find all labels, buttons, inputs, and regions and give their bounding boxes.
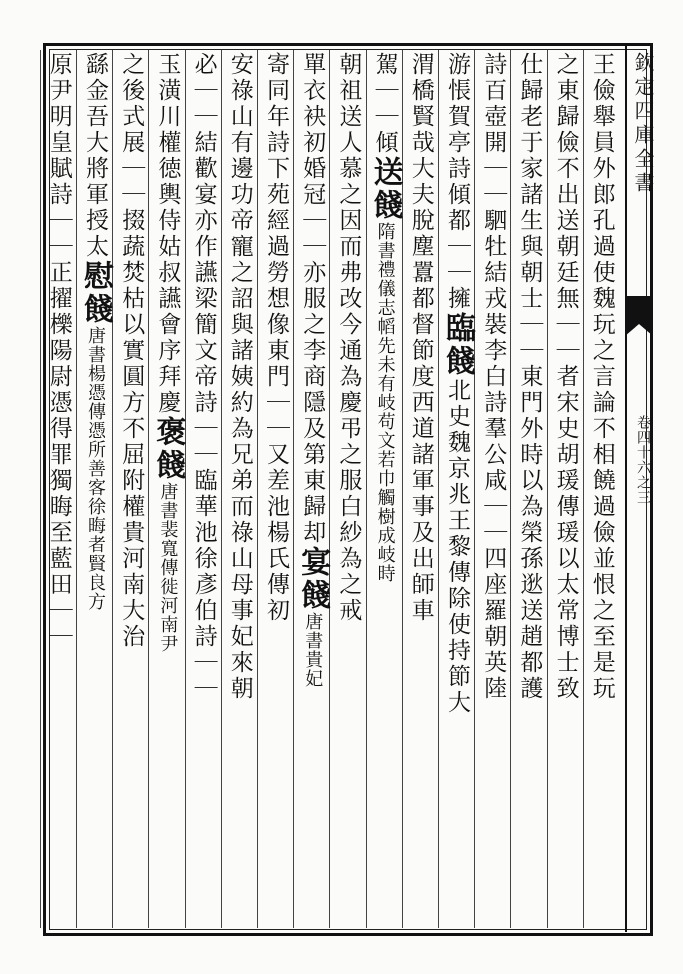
entry-heading: 宴餞: [295, 546, 331, 612]
column-text: 駕｜｜傾: [371, 52, 398, 156]
column-text: 原尹明皇賦詩｜｜: [45, 52, 72, 260]
column-text: 人慕之因而弗改今通為慶弔之服白紗為之戒: [335, 130, 362, 624]
text-column: [294, 52, 330, 688]
column-text: 詩百壺開｜｜駟牡結戎裝李白詩羣公咸｜｜四座羅朝英陸: [480, 52, 507, 702]
text-column: [584, 52, 620, 702]
column-text: 繇金吾大將軍授太: [82, 52, 108, 260]
entry-heading: 送餞: [367, 156, 403, 222]
text-column: [475, 52, 511, 702]
column-text: 都督節度西道諸軍事及出師車: [407, 286, 434, 624]
text-column: [367, 52, 403, 583]
text-column: [548, 52, 584, 702]
text-column: [77, 52, 113, 611]
text-column: [511, 52, 547, 702]
entry-heading: 臨餞: [440, 312, 475, 378]
text-column: [186, 52, 222, 702]
volume-label: 卷四十六之三: [635, 415, 651, 505]
book-title: 欽定四庫全書: [631, 52, 655, 196]
text-column: [258, 52, 294, 624]
text-column: [222, 52, 258, 702]
column-text: 正擢櫟陽尉憑得罪獨晦至藍田｜｜: [45, 260, 72, 650]
column-text: 王儉舉員外郎孔過使魏玩之言論不相饒過儉並恨之至是玩: [588, 52, 615, 702]
column-text: 唐書裴寬傳徙河南尹: [157, 482, 179, 653]
column-text: 必｜｜結歡宴亦作讌梁簡文帝詩｜｜臨華池徐彥伯詩｜｜: [190, 52, 217, 702]
text-column: [149, 52, 185, 653]
entry-heading: 慰餞: [78, 260, 113, 326]
column-text: 楊氏傳初: [263, 520, 289, 624]
column-text: 唐書貴妃: [302, 612, 324, 688]
text-column: [439, 52, 475, 716]
column-text: 不屈附權貴河南大治: [118, 416, 145, 650]
column-text: 安祿山有邊功帝寵之詔與諸姨約為兄弟而祿山母事妃來朝: [226, 52, 253, 702]
column-text: 唐書楊憑傳憑所善客徐晦者賢良方: [85, 326, 106, 611]
column-text: 朝祖送: [335, 52, 362, 130]
column-text: 仕歸老于家諸生與朝士｜｜東門外時以為榮孫逖送趙都護: [516, 52, 543, 702]
column-text: 游悵賀亭詩傾都｜｜擁: [444, 52, 470, 312]
column-text: 北史魏京兆王黎傳除使持節大: [444, 378, 470, 716]
entry-heading: 褒餞: [150, 416, 186, 482]
text-column: [330, 52, 366, 624]
column-text: 之後式展｜｜掇蔬焚枯以實圓方: [118, 52, 145, 416]
text-column: [41, 52, 77, 650]
text-column: [403, 52, 439, 624]
column-text: 渭橋賢哉大夫脫塵囂: [407, 52, 434, 286]
column-text: 單衣袂初婚冠｜｜亦服之李商隱及第東歸却: [299, 52, 326, 546]
column-text: 玉潢川權徳輿侍姑叔讌會序拜慶: [154, 52, 181, 416]
column-rule: [40, 50, 41, 928]
column-text: 寄同年詩下苑經過勞想像東門｜｜又差池: [263, 52, 289, 520]
column-text: 隋書禮儀志幍先未有岐苟文若巾觸樹成岐時: [374, 222, 396, 583]
text-column: [113, 52, 149, 650]
column-text: 之東歸儉不出送朝廷無｜｜者宋史胡瑗傳瑗以太常博士致: [552, 52, 579, 702]
